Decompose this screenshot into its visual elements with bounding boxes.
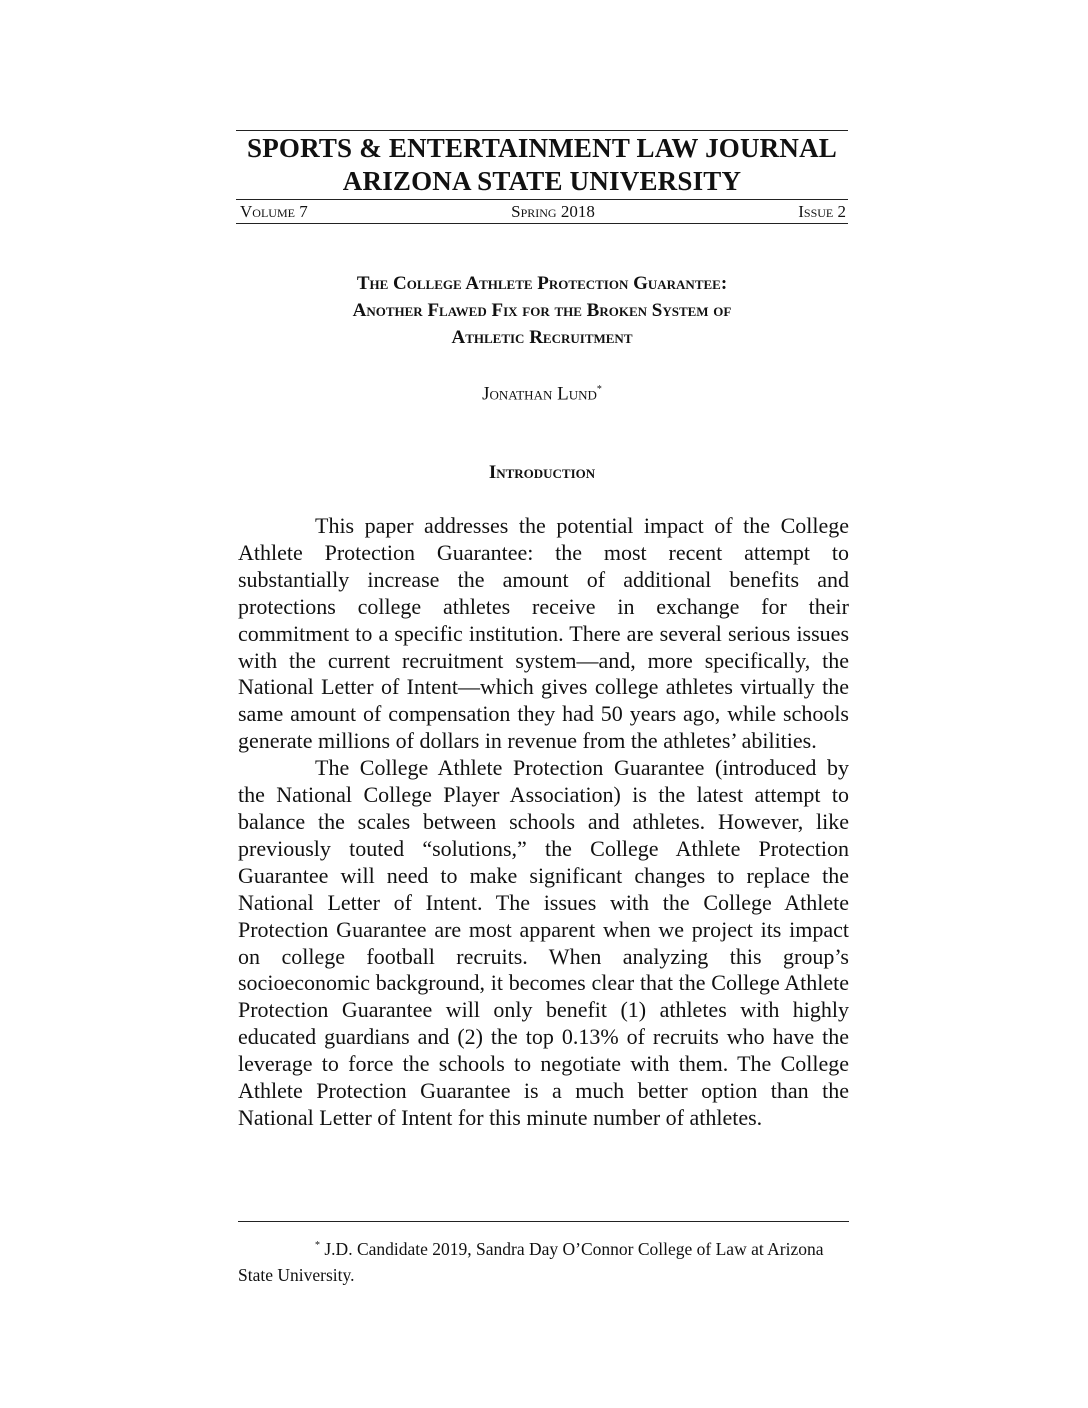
article-title — [236, 270, 848, 351]
article-body — [238, 513, 849, 1132]
journal-masthead — [236, 130, 848, 224]
article-title-line-2: Another Flawed Fix for the Broken System of — [352, 300, 732, 321]
author-name: Jonathan Lund — [482, 383, 597, 405]
author-footnote-marker: * — [596, 384, 602, 395]
issue-label: Issue 2 — [798, 202, 846, 221]
body-paragraph-2: The College Athlete Protection Guarantee (introduced by the National College Player Association) is the latest attempt to balance the scales between schools and athletes. However, like previously touted “solutions,” the College Athlete Protection Guarantee will need to make significant changes to replace the National Letter of Intent. The issues with the College Athlete Protection Guarantee are most apparent when we project its impact on college football recruits. When analyzing this group’s socioeconomic background, it becomes clear that the College Athlete Protection Guarantee will only benefit (1) athletes with highly educated guardians and (2) the top 0.13% of recruits who have the leverage to force the schools to negotiate with them. The College Athlete Protection Guarantee is a much better option than the National Letter of Intent for this minute number of athletes. — [238, 755, 849, 1130]
article-title-line-1: The College Athlete Protection Guarantee: — [356, 273, 728, 294]
body-paragraph-1: This paper addresses the potential impact of the College Athlete Protection Guarantee: the most recent attempt to substantially increase the amount of additional benefits and protections college athletes receive in exchange for their commitment to a specific institution. There are several serious issues with the current recruitment system—and, more specifically, the National Letter of Intent—which gives college athletes virtually the same amount of compensation they had 50 years ago, while schools generate millions of dollars in revenue from the athletes’ abilities. — [238, 513, 849, 754]
issue-info — [236, 200, 848, 223]
footnote — [238, 1233, 849, 1288]
footnote-text: J.D. Candidate 2019, Sandra Day O’Connor College of Law at Arizona State University. — [238, 1238, 824, 1285]
article-title-line-3: Athletic Recruitment — [451, 327, 633, 348]
masthead-top-rule — [236, 130, 848, 131]
section-heading: Introduction — [488, 462, 596, 483]
footnote-marker: * — [315, 1240, 320, 1251]
footnote-rule — [238, 1221, 849, 1222]
season-label: Spring 2018 — [511, 202, 595, 221]
article-author — [236, 377, 848, 407]
journal-institution: ARIZONA STATE UNIVERSITY — [342, 166, 742, 196]
journal-name: SPORTS & ENTERTAINMENT LAW JOURNAL — [246, 133, 837, 163]
masthead-bottom-rule — [236, 223, 848, 224]
volume-label: Volume 7 — [240, 202, 308, 221]
